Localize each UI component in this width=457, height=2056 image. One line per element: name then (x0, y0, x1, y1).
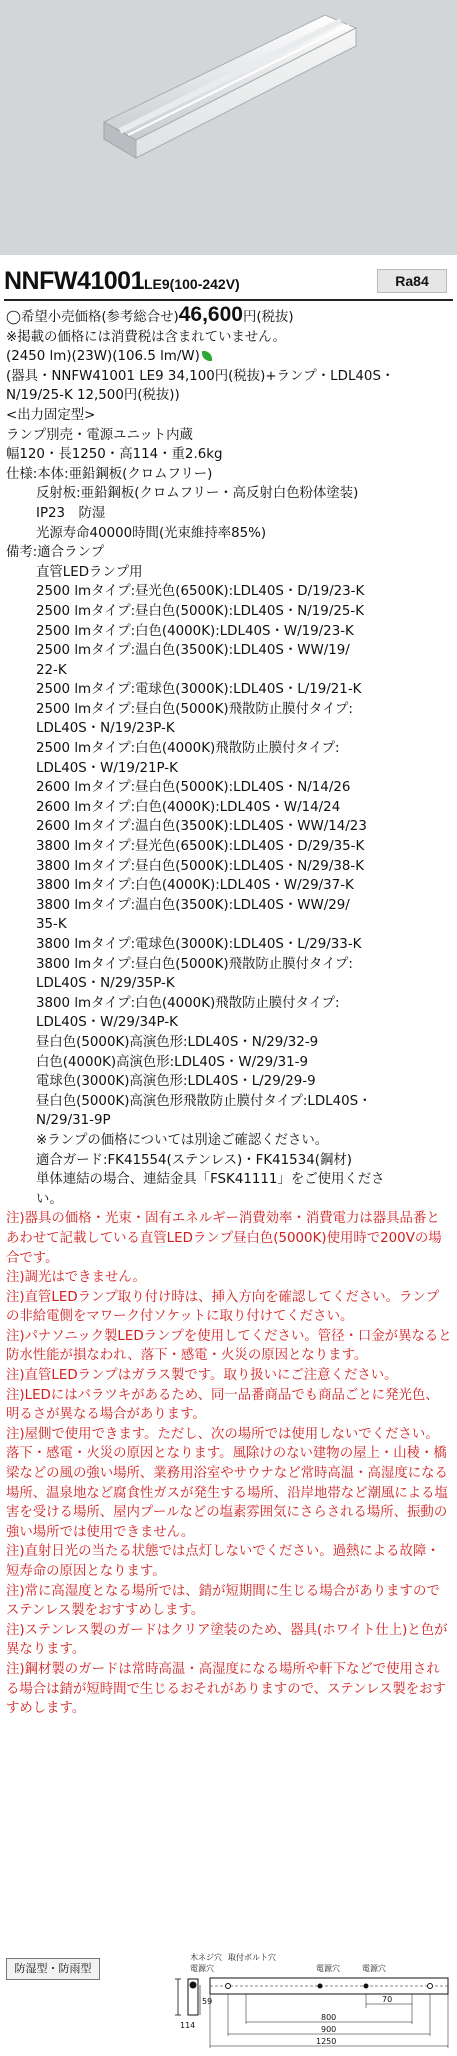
lamp-line: 2500 lmタイプ:白色(4000K)飛散防止膜付タイプ: (36, 741, 340, 757)
caution-note: 注)常に高湿度となる場所では、錆が短期間に生じる場合がありますのでステンレス製をおすすめします。 (6, 1583, 440, 1619)
lamp-line: 2500 lmタイプ:昼光色(6500K):LDL40S・D/19/23-K (36, 584, 365, 600)
caution-note: 注)鋼材製のガードは常時高温・高湿度になる場所や軒下などで使用される場合は錆が短時間で生じるおそれがありますので、ステンレス製をおすすめします。 (6, 1661, 446, 1717)
lamp-line: 適合ガード:FK41554(ステンレス)・FK41534(鋼材) (36, 1152, 352, 1168)
lamp-line: 2500 lmタイプ:温白色(3500K):LDL40S・WW/19/ (36, 643, 350, 659)
ra-badge: Ra84 (377, 269, 447, 293)
label-power-hole-right: 電源穴 (362, 1964, 386, 1973)
caution-note: 注)直管LEDランプはガラス製です。取り扱いにご注意ください。 (6, 1368, 398, 1384)
model-header (4, 265, 453, 301)
fixture-illustration (0, 0, 457, 255)
lamp-line: 直管LEDランプ用 (36, 564, 143, 580)
dimension-drawing (166, 1952, 452, 2052)
lamp-line: 3800 lmタイプ:温白色(3500K):LDL40S・WW/29/ (36, 897, 350, 913)
price-breakdown: (器具・NNFW41001 LE9 34,100円(税抜)+ランプ・LDL40S・ (6, 368, 395, 384)
lamp-line: 3800 lmタイプ:昼白色(5000K):LDL40S・N/29/38-K (36, 858, 364, 874)
lamp-line: 3800 lmタイプ:昼白色(5000K)飛散防止膜付タイプ: (36, 956, 353, 972)
leaf-icon (202, 351, 212, 361)
tax-note: ※掲載の価格には消費税は含まれていません。 (6, 329, 286, 345)
spec-body (6, 305, 452, 1719)
price-label: ◯希望小売価格(参考総合せ) (6, 310, 179, 325)
lamp-line: 2600 lmタイプ:昼白色(5000K):LDL40S・N/14/26 (36, 780, 351, 796)
lamp-list (6, 563, 452, 1210)
spec-line: 仕様:本体:亜鉛鋼板(クロムフリー) (6, 466, 213, 482)
lamp-line: 電球色(3000K)高演色形:LDL40S・L/29/29-9 (36, 1074, 316, 1090)
model-suffix: LE9(100-242V) (144, 276, 240, 292)
lamp-line: N/29/31-9P (36, 1113, 111, 1129)
spec-line: <出力固定型> (6, 407, 96, 423)
lamp-line: ※ランプの価格については別途ご確認ください。 (36, 1132, 329, 1148)
remarks-header: 備考:適合ランプ (6, 545, 105, 561)
caution-note: 注)調光はできません。 (6, 1270, 146, 1286)
lamp-line: LDL40S・W/29/34P-K (36, 1015, 178, 1031)
lamp-line: 2500 lmタイプ:白色(4000K):LDL40S・W/19/23-K (36, 623, 354, 639)
price-line (6, 305, 452, 328)
dim-1250: 1250 (316, 2037, 337, 2046)
dim-800: 800 (321, 2013, 337, 2022)
lamp-line: 2500 lmタイプ:昼白色(5000K)飛散防止膜付タイプ: (36, 701, 353, 717)
caution-note: 注)直管LEDランプ取り付け時は、挿入方向を確認してください。ランプの非給電側をマワーク付ソケットに取り付けてください。 (6, 1289, 440, 1325)
spec-line: 反射板:亜鉛鋼板(クロムフリー・高反射白色粉体塗装) (36, 486, 359, 502)
caution-note: 注)屋側で使用できます。ただし、次の場所では使用しないでください。落下・感電・火災の原因となります。風除けのない建物の屋上・山稜・橋梁などの風の強い場所、業務用浴室やサウナなど常時高温・高湿度になる場所、温泉地など腐食性ガスが発生する場所、沿岸地帯など潮風による塩害を受ける場所、屋内プールなどの塩素雰囲気にさらされる場所、振動の強い場所では使用できません。 (6, 1426, 448, 1540)
caution-note: 注)直射日光の当たる状態では点灯しないでください。過熱による故障・短寿命の原因となります。 (6, 1544, 440, 1579)
lamp-line: 3800 lmタイプ:白色(4000K):LDL40S・W/29/37-K (36, 878, 354, 894)
spec-line: ランプ別売・電源ユニット内蔵 (6, 427, 193, 443)
lamp-line: 昼白色(5000K)高演色形飛散防止膜付タイプ:LDL40S・ (36, 1093, 372, 1109)
spec-line: 幅120・長1250・高114・重2.6kg (6, 447, 223, 463)
spec-line: 光源寿命40000時間(光束維持率85%) (36, 525, 267, 541)
lamp-line: LDL40S・N/19/23P-K (36, 721, 175, 737)
lamp-line: 2500 lmタイプ:電球色(3000K):LDL40S・L/19/21-K (36, 682, 362, 698)
caution-note: 注)パナソニック製LEDランプを使用してください。管径・口金が異なると防水性能が損なわれ、落下・感電・火災の原因となります。 (6, 1328, 452, 1364)
dim-114: 114 (180, 2021, 196, 2030)
price-amount: 46,600 (178, 303, 243, 326)
caution-list (6, 1209, 452, 1718)
dim-59: 59 (202, 1997, 213, 2006)
lamp-line: 22-K (36, 662, 67, 678)
lamp-line: LDL40S・N/29/35P-K (36, 976, 175, 992)
label-power-hole-left: 電源穴 (190, 1964, 214, 1973)
efficiency-values: (2450 lm)(23W)(106.5 lm/W) (6, 349, 200, 365)
side-view (175, 1979, 200, 2015)
dim-70: 70 (382, 1995, 393, 2004)
model-code: NNFW41001 (4, 267, 144, 295)
lamp-line: 3800 lmタイプ:昼光色(6500K):LDL40S・D/29/35-K (36, 839, 365, 855)
lamp-line: 35-K (36, 917, 67, 933)
lamp-line: 3800 lmタイプ:電球色(3000K):LDL40S・L/29/33-K (36, 937, 362, 952)
lamp-line: 2600 lmタイプ:白色(4000K):LDL40S・W/14/24 (36, 799, 341, 815)
type-tag: 防湿型・防雨型 (6, 1958, 100, 1980)
efficiency-line (6, 347, 452, 367)
lamp-line: 2600 lmタイプ:温白色(3500K):LDL40S・WW/14/23 (36, 819, 367, 835)
spec-list (6, 406, 452, 484)
caution-note: 注)LEDにはバラツキがあるため、同一品番商品でも商品ごとに発光色、明るさが異なる場合があります。 (6, 1387, 439, 1423)
spec-list-indented (6, 484, 452, 543)
spec-line: IP23 防湿 (36, 505, 106, 521)
label-screw-hole: 木ネジ穴 (190, 1953, 222, 1962)
price-breakdown-cont: N/19/25-K 12,500円(税抜)) (6, 388, 180, 404)
model-number (4, 267, 240, 296)
caution-note: 注)ステンレス製のガードはクリア塗装のため、器具(ホワイト仕上)と色が異なります。 (6, 1622, 448, 1658)
lamp-line: 2500 lmタイプ:昼白色(5000K):LDL40S・N/19/25-K (36, 603, 364, 619)
product-photo (0, 0, 457, 255)
caution-note: 注)器具の価格・光束・固有エネルギー消費効率・消費電力は器具品番とあわせて記載している直管LEDランプ昼白色(5000K)使用時で200Vの場合です。 (6, 1211, 442, 1266)
lamp-line: LDL40S・W/19/21P-K (36, 760, 178, 776)
lamp-line: 昼白色(5000K)高演色形:LDL40S・N/29/32-9 (36, 1034, 319, 1050)
lamp-line: 白色(4000K)高演色形:LDL40S・W/29/31-9 (36, 1054, 309, 1070)
label-power-hole-mid: 電源穴 (316, 1964, 340, 1973)
label-bolt-hole: 取付ボルト穴 (228, 1953, 276, 1962)
lamp-line: い。 (36, 1191, 63, 1207)
lamp-line: 単体連結の場合、連結金具「FSK41111」をご使用くださ (36, 1172, 385, 1188)
price-suffix: 円(税抜) (242, 310, 294, 325)
lamp-line: 3800 lmタイプ:白色(4000K)飛散防止膜付タイプ: (36, 995, 340, 1011)
dim-900: 900 (321, 2025, 337, 2034)
